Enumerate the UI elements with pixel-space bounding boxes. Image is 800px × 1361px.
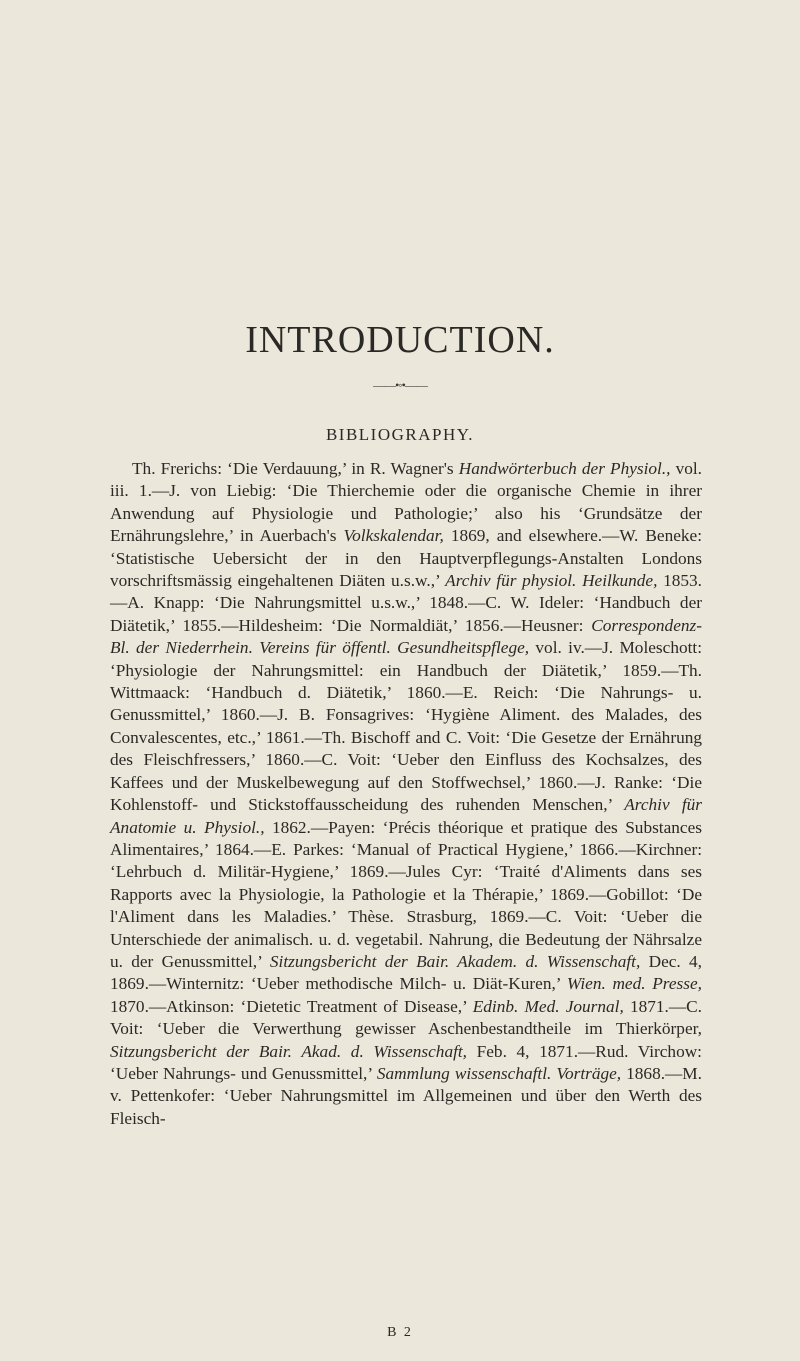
citation-text: Th. Frerichs: ‘Die Verdauung,’ in R. Wagner's — [132, 459, 459, 478]
bibliography-text — [110, 458, 702, 1130]
citation-title: Edinb. Med. Journal, — [472, 996, 624, 1016]
citation-title: Volkskalendar, — [343, 526, 444, 546]
citation-text: Dec. 4, 1869.—Winternitz: ‘Ueber methodische Milch- u. Diät-Kuren,’ — [110, 951, 702, 994]
citation-title: Wien. med. Presse, — [566, 974, 702, 994]
citation-text: vol. iii. 1.—J. von Liebig: ‘Die Thierchemie oder die organische Chemie in ihrer Anwendung auf Physiologie und Pathologie;’ also his ‘Grundsätze der Ernährungslehre,’ in Auerbach's — [110, 459, 702, 546]
citation-text: 1868.—M. v. Pettenkofer: ‘Ueber Nahrungsmittel im Allgemeinen und über den Werth des Fleisch- — [110, 1063, 702, 1128]
citation-title: Sitzungsbericht der Bair. Akadem. d. Wissenschaft, — [269, 951, 641, 971]
citation-text: 1862.—Payen: ‘Précis théorique et pratique des Substances Alimentaires,’ 1864.—E. Parkes: ‘Manual of Practical Hygiene,’ 1866.—Kirchner: ‘Lehrbuch d. Militär-Hygiene,’ 1869.—Jules Cyr: ‘Traité d'Aliments dans ses Rapports avec la Physiologie, la Pathologie et la Thérapie,’ 1869.—Gobillot: ‘De l'Aliment dans les Maladies.’ Thèse. Strasburg, 1869.—C. Voit: ‘Ueber die Unterschiede der animalisch. u. d. vegetabil. Nahrung, die Bedeutung der Nährsalze u. der Genussmittel,’ — [110, 817, 702, 971]
citation-text: 1870.—Atkinson: ‘Dietetic Treatment of Disease,’ — [110, 996, 473, 1016]
section-heading: BIBLIOGRAPHY. — [325, 425, 475, 444]
citation-text: 1853.—A. Knapp: ‘Die Nahrungsmittel u.s.w.,’ 1848.—C. W. Ideler: ‘Handbuch der Diätetik,’ 1855.—Hildesheim: ‘Die Normaldiät,’ 1856.—Heusner: — [110, 571, 702, 635]
citation-title: Sammlung wissenschaftl. Vorträge, — [376, 1063, 622, 1083]
divider-ornament: ——•◦•—— — [373, 378, 427, 392]
bibliography-paragraph — [110, 458, 702, 1130]
citation-text: Feb. 4, 1871.—Rud. Virchow: ‘Ueber Nahrungs- und Genussmittel,’ — [110, 1041, 702, 1083]
signature-mark: B 2 — [387, 1325, 413, 1340]
citation-title: Handwörterbuch der Physiol., — [458, 459, 671, 478]
citation-title: Sitzungsbericht der Bair. Akad. d. Wissenschaft, — [110, 1041, 468, 1061]
chapter-title: INTRODUCTION. — [245, 319, 555, 361]
citation-title: Correspondenz-Bl. der Niederrhein. Vereins für öffentl. Gesundheitspflege, — [110, 615, 702, 658]
citation-text: 1871.—C. Voit: ‘Ueber die Verwerthung gewisser Aschenbestandtheile im Thierkörper, — [110, 996, 702, 1039]
citation-text: 1869, and elsewhere.—W. Beneke: ‘Statistische Uebersicht der in den Hauptverpflegungs-Anstalten Londons vorschriftsmässig eingehaltenen Diäten u.s.w.,’ — [110, 526, 702, 591]
citation-title: Archiv für physiol. Heilkunde, — [445, 571, 658, 591]
citation-text: vol. iv.—J. Moleschott: ‘Physiologie der Nahrungsmittel: ein Handbuch der Diätetik,’ 1859.—Th. Wittmaack: ‘Handbuch d. Diätetik,’ 1860.—E. Reich: ‘Die Nahrungs- u. Genussmittel,’ 1860.—J. B. Fonsagrives: ‘Hygiène Aliment. des Malades, des Convalescentes, etc.,’ 1861.—Th. Bischoff and C. Voit: ‘Die Gesetze der Ernährung des Fleischfressers,’ 1860.—C. Voit: ‘Ueber den Einfluss des Kochsalzes, des Kaffees und der Muskelbewegung auf den Stoffwechsel,’ 1860.—J. Ranke: ‘Die Kohlenstoff- und Stickstoffausscheidung des ruhenden Menschen,’ — [110, 638, 702, 815]
citation-title: Archiv für Anatomie u. Physiol., — [110, 795, 702, 837]
